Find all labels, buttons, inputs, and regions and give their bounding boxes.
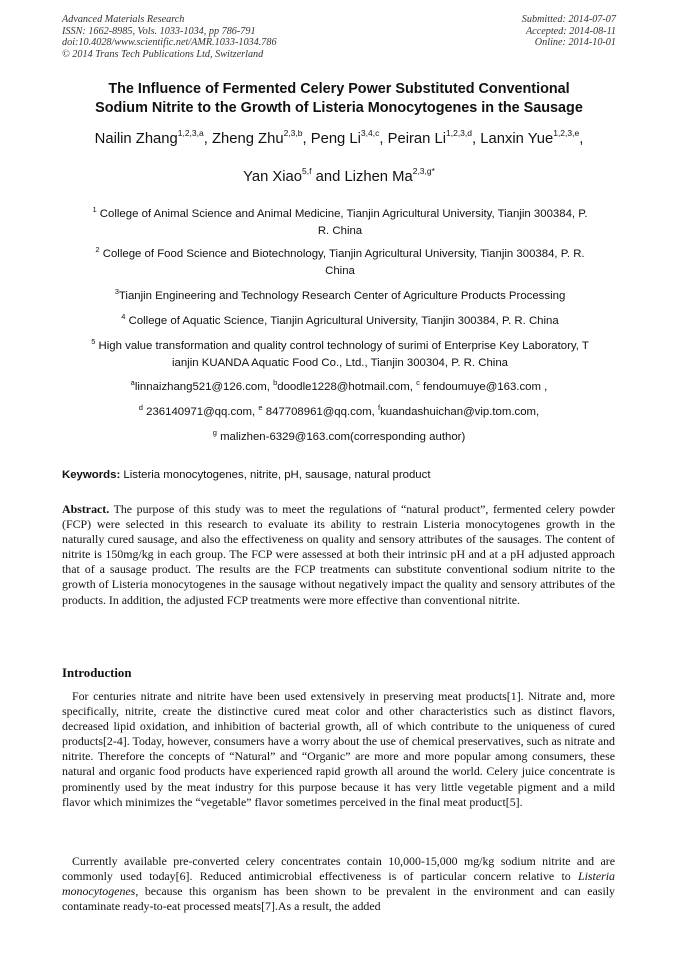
affiliation — [62, 246, 618, 279]
author-line-1 — [40, 128, 638, 147]
species-name: Listeria monocytogenes — [62, 869, 615, 899]
author-name: Peng Li — [310, 131, 361, 147]
keywords-text: Listeria monocytogenes, nitrite, pH, sausage, natural product — [123, 469, 431, 481]
accepted-date: Accepted: 2014-08-11 — [525, 25, 616, 37]
email-address: 847708961@qq.com — [265, 406, 372, 418]
submission-dates — [522, 14, 616, 49]
author-sup: 1,2,3,d — [446, 128, 472, 138]
keywords-label: Keywords: — [62, 469, 121, 481]
affiliation-sup: 4 — [121, 312, 126, 321]
affiliation-text: China — [325, 264, 355, 277]
title-line: Sodium Nitrite to the Growth of Listeria Monocytogenes in the Sausage — [95, 100, 583, 116]
intro-text: , because this organism has been shown to be prevalent in the environment and can easily contaminate ready-to-eat processed meats[7].As a result, the added — [62, 884, 615, 914]
author-name: Lanxin Yue — [480, 131, 554, 147]
author-name: Lizhen Ma — [344, 169, 413, 185]
email-line — [40, 429, 638, 445]
author-sup: 1,2,3,e — [553, 128, 580, 138]
author-name: Peiran Li — [387, 131, 446, 147]
journal-copyright: © 2014 Trans Tech Publications Ltd, Switzerland — [62, 48, 264, 60]
email-sup: c — [416, 378, 420, 387]
keywords — [62, 468, 618, 483]
email-address: kuandashuichan@vip.tom.com — [380, 406, 537, 418]
author-sup: 5,f — [302, 166, 312, 176]
intro-paragraph-1: For centuries nitrate and nitrite have been used extensively in preserving meat products[1]. Nitrate and, more specifically, nitrite, create the distinctive cured meat color and other characteristics such as distinct flavors, decreased lipid oxidation, and inhibition of bacterial growth, all of which contribute to the uniqueness of cured products[2-4]. Today, however, consumers have a worry about the use of chemical preservatives, such as nitrate and nitrite. Therefore the concepts of “Natural” and “Organic” are more and more popular among consumers, these natural and organic food products have experienced rapid growth all around the world. Celery juice concentrate is prominently used by the meat industry for this purpose because it has very little vegetable pigment and a mild flavor which minimizes the “vegetable” flavor sometimes perceived in the final meat product[5]. — [62, 689, 615, 809]
affiliation — [62, 338, 618, 371]
affiliation-text: College of Animal Science and Animal Medicine, Tianjin Agricultural University, Tianjin 300384, P. — [99, 208, 588, 220]
author-separator: , — [472, 131, 477, 147]
email-sup: f — [378, 403, 381, 412]
affiliation-text: R. China — [317, 224, 363, 237]
journal-name: Advanced Materials Research — [62, 14, 185, 25]
email-address: malizhen-6329@163.com(corresponding author) — [220, 431, 466, 443]
online-date: Online: 2014-10-01 — [534, 37, 616, 49]
affiliation-sup: 2 — [95, 245, 100, 254]
author-name: Yan Xiao — [243, 169, 303, 185]
affiliation — [62, 313, 618, 330]
submitted-date: Submitted: 2014-07-07 — [521, 14, 616, 25]
email-sup: d — [138, 403, 143, 412]
author-line-2 — [40, 166, 638, 185]
journal-doi: doi:10.4028/www.scientific.net/AMR.1033-1034.786 — [62, 37, 277, 49]
intro-paragraph-2 — [62, 854, 615, 914]
author-and: and — [315, 169, 341, 185]
affiliation-sup: 5 — [91, 337, 96, 346]
journal-info — [62, 14, 277, 60]
author-name: Zheng Zhu — [211, 131, 284, 147]
affiliation-text: College of Aquatic Science, Tianjin Agricultural University, Tianjin 300384, P. R. China — [128, 315, 559, 327]
email-address: 236140971@qq.com — [146, 406, 253, 418]
abstract — [62, 502, 615, 608]
author-separator: , — [203, 131, 208, 147]
email-line: $^a$linnaizhang521@126.com, $^b$doodle1228@hotmail.com, $^c$ fendoumuye@163.com , — [130, 378, 548, 393]
title-line: The Influence of Fermented Celery Power Substituted Conventional — [108, 81, 570, 97]
author-separator: , — [302, 131, 307, 147]
email-sup: g — [212, 428, 217, 437]
email-sup: b — [273, 378, 278, 387]
affiliation — [62, 206, 618, 239]
journal-issn: ISSN: 1662-8985, Vols. 1033-1034, pp 786-791 — [62, 25, 256, 37]
author-separator: , — [379, 131, 384, 147]
email-address: doodle1228@hotmail.com — [277, 381, 410, 393]
affiliation-sup: 1 — [92, 205, 97, 214]
affiliation-text: ianjin KUANDA Aquatic Food Co., Ltd., Tianjin 300304, P. R. China — [171, 356, 508, 369]
affiliation-text: College of Food Science and Biotechnology, Tianjin Agricultural University, Tianjin 300384, P. R. — [102, 248, 585, 260]
author-name: Nailin Zhang — [94, 131, 178, 147]
abstract-label: Abstract. — [62, 502, 110, 516]
email-address: linnaizhang521@126.com — [134, 381, 267, 393]
affiliation-sup: 3 — [114, 287, 119, 296]
affiliation-text: Tianjin Engineering and Technology Research Center of Agriculture Products Processing — [118, 290, 566, 302]
paper-title — [40, 80, 638, 118]
abstract-text: The purpose of this study was to meet the regulations of “natural product”, fermented celery powder (FCP) were selected in this research to evaluate its ability to restrain Listeria monocytogenes growth in the naturally cured sausage, and also the effectiveness on quality and sensory attributes of the sausages. The content of nitrite is 150mg/kg in each group. The FCP were assessed at both their intrinsic pH and at a pH adjusted approach that of a sausage product. The results are the FCP treatments can substitute conventional sodium nitrite to the growth of Listeria monocytogenes in the sausage without negatively impact the quality and sensory attributes of the products. In addition, the adjusted FCP treatments were more effective than conventional nitrite. — [62, 502, 615, 607]
email-line: $^d$ 236140971@qq.com, $^e$ 847708961@qq.com, $^f$kuandashuichan@vip.tom.com, — [138, 403, 540, 418]
affiliation-text: High value transformation and quality control technology of surimi of Enterprise Key Laboratory, T — [98, 340, 589, 352]
author-sup: 2,3,g* — [412, 166, 435, 176]
intro-text: Currently available pre-converted celery concentrates contain 10,000-15,000 mg/kg sodium nitrite and are commonly used today[6]. Reduced antimicrobial effectiveness is of particular concern relative to — [62, 854, 615, 884]
affiliation — [62, 288, 618, 305]
email-sup: e — [258, 403, 263, 412]
section-heading: Introduction — [62, 666, 132, 680]
email-address: fendoumuye@163.com — [423, 381, 541, 393]
author-sup: 1,2,3,a — [177, 128, 204, 138]
author-sup: 3,4,c — [360, 128, 380, 138]
author-separator: , — [579, 131, 584, 147]
email-sup: a — [130, 378, 135, 387]
author-sup: 2,3,b — [283, 128, 303, 138]
